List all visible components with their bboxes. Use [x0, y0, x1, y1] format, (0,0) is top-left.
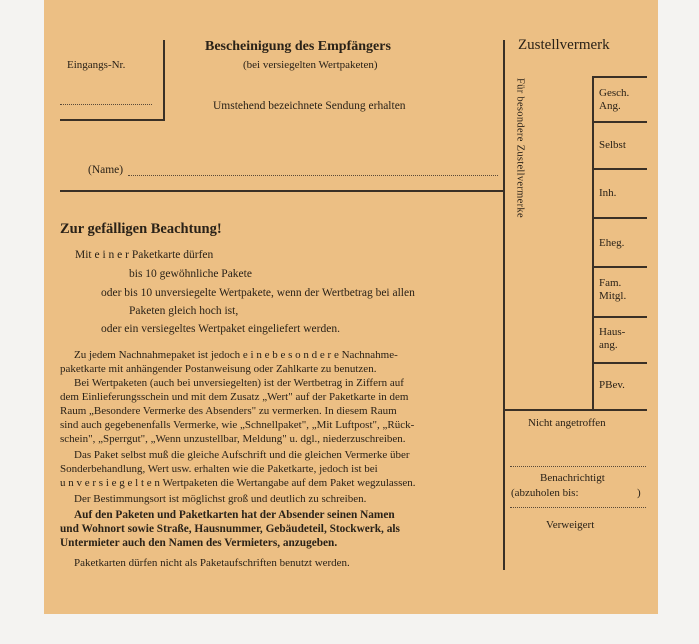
zustell-grid-rule-4 [592, 217, 647, 219]
eingang-box-right [163, 40, 165, 120]
benachrichtigt-label: Benachrichtigt [540, 472, 605, 484]
eingang-label: Eingangs-Nr. [67, 59, 126, 71]
notice-heading: Zur gefälligen Beachtung! [60, 221, 222, 237]
cell-mitgl-label: Mitgl. [599, 290, 627, 302]
zustell-grid-left [592, 76, 594, 410]
received-text: Umstehend bezeichnete Sendung erhalten [213, 100, 406, 112]
zustell-grid-rule-7 [592, 362, 647, 364]
notice-line-3: oder bis 10 unversiegelte Wertpakete, wenn der Wertbetrag bei allen [101, 287, 415, 299]
zustell-grid-rule-1 [592, 76, 647, 78]
cell-inh [599, 187, 616, 200]
abzuholen-label: (abzuholen bis: [511, 487, 579, 499]
wertpaket-line-2: dem Einlieferungsschein und mit dem Zusatz „Wert" auf der Paketkarte in dem [60, 391, 409, 403]
cell-pbev-label: PBev. [599, 379, 625, 391]
wertpaket-line-4: sind auch gegebenenfalls Vermerke, wie „Schnellpaket", „Mit Luftpost", „Rück- [60, 419, 415, 431]
notice-line-1: Mit e i n e r Paketkarte dürfen [75, 249, 214, 261]
verweigert-label: Verweigert [546, 519, 595, 531]
nicht-angetroffen-line [510, 466, 646, 467]
eingang-box-bottom [60, 119, 165, 121]
zustell-grid-rule-5 [592, 266, 647, 268]
aufschrift-line-1: Das Paket selbst muß die gleiche Aufschrift und die gleichen Vermerke über [74, 449, 410, 461]
name-label: (Name) [88, 164, 124, 176]
abzuholen-close-paren: ) [637, 487, 641, 499]
cell-ang-label: Ang. [599, 100, 621, 112]
cell-selbst [599, 139, 626, 152]
nachnahme-line-1: Zu jedem Nachnahmepaket ist jedoch e i n e b e s o n d e r e Nachnahme- [74, 349, 398, 361]
cell-inh-label: Inh. [599, 187, 617, 199]
wertpaket-line-3: Raum „Besondere Vermerke des Absenders" zu vermerken. In diesem Raum [60, 405, 397, 417]
zustell-vertical-label: Für besondere Zustellvermerke [514, 78, 526, 218]
zustell-grid-rule-2 [592, 121, 647, 123]
cell-haus-ang [599, 326, 625, 352]
zustell-column-border [503, 40, 505, 570]
notice-line-4: Paketen gleich hoch ist, [129, 305, 239, 317]
absender-line-3: Untermieter auch den Namen des Vermieters, anzugeben. [60, 537, 338, 549]
aufschrift-line-3: u n v e r s i e g e l t e n Wertpaketen die Wertangabe auf dem Paket wegzulassen. [60, 477, 416, 489]
zustell-grid-rule-6 [592, 316, 647, 318]
absender-line-1: Auf den Paketen und Paketkarten hat der Absender seinen Namen [74, 509, 395, 521]
cell-gesch-label: Gesch. [599, 87, 630, 99]
nachnahme-line-2: paketkarte mit anhängender Postanweisung oder Zahlkarte zu benutzen. [60, 363, 377, 375]
cell-fam-label: Fam. [599, 277, 622, 289]
wertpaket-paragraph [60, 376, 414, 446]
cell-pbev [599, 379, 625, 392]
zustell-title: Zustellvermerk [518, 37, 610, 53]
zustell-bottom-divider [503, 409, 647, 411]
notice-line-2: bis 10 gewöhnliche Pakete [129, 268, 252, 280]
nachnahme-paragraph [60, 348, 398, 376]
wertpaket-line-1: Bei Wertpaketen (auch bei unversiegelten) ist der Wertbetrag in Ziffern auf [74, 377, 404, 389]
absender-line-2: und Wohnort sowie Straße, Hausnummer, Gebäudeteil, Stockwerk, als [60, 523, 400, 535]
absender-paragraph [60, 508, 400, 550]
cell-haus-label: Haus- [599, 326, 626, 338]
cell-selbst-label: Selbst [599, 139, 626, 151]
wertpaket-line-5: schein", „Sperrgut", „Wenn unzustellbar, Meldung" u. dgl., niederzuschreiben. [60, 433, 406, 445]
paketaufschrift-text: Paketkarten dürfen nicht als Paketaufschriften benutzt werden. [74, 557, 350, 569]
certificate-subtitle: (bei versiegelten Wertpaketen) [243, 59, 378, 71]
certificate-title: Bescheinigung des Empfängers [205, 39, 391, 54]
cell-eheg-label: Eheg. [599, 237, 625, 249]
cell-fam-mitgl [599, 277, 626, 303]
cell-gesch-ang [599, 87, 629, 113]
cell-eheg [599, 237, 624, 250]
cell-haus-ang-label: ang. [599, 339, 618, 351]
name-dotted-line [128, 175, 498, 176]
benachrichtigt-line [510, 507, 646, 508]
bestimmungsort-text: Der Bestimmungsort ist möglichst groß und deutlich zu schreiben. [74, 493, 367, 505]
eingang-dotted-line [60, 104, 152, 105]
section-divider [60, 190, 504, 192]
aufschrift-line-2: Sonderbehandlung, Wert usw. erhalten wie die Paketkarte, jedoch ist bei [60, 463, 378, 475]
nicht-angetroffen-label: Nicht angetroffen [528, 417, 606, 429]
aufschrift-paragraph [60, 448, 416, 490]
notice-line-5: oder ein versiegeltes Wertpaket eingeliefert werden. [101, 323, 340, 335]
zustell-grid-rule-3 [592, 168, 647, 170]
